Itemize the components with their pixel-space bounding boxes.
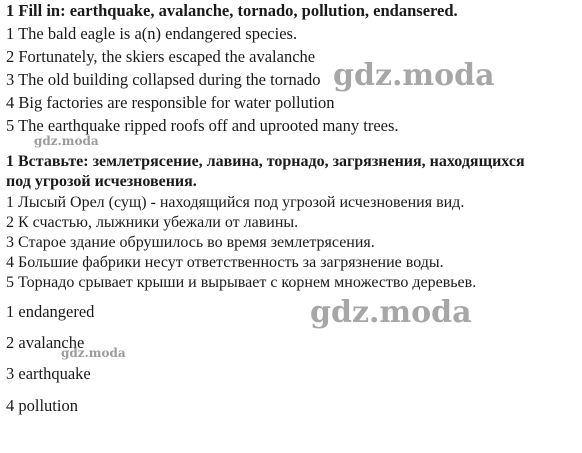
- sentence-ru-2: 2 К счастью, лыжники убежали от лавины.: [6, 214, 299, 231]
- sentence-ru-3: 3 Старое здание обрушилось во время землетрясения.: [6, 234, 375, 251]
- watermark-large-top: gdz.moda: [333, 58, 495, 93]
- task-heading-en: 1 Fill in: earthquake, avalanche, tornado, pollution, endansered.: [6, 1, 458, 20]
- task-heading-ru-line2: под угрозой исчезновения.: [6, 173, 197, 190]
- answer-2: 2 avalanche: [6, 333, 85, 352]
- sentence-en-4: 4 Big factories are responsible for water pollution: [6, 93, 335, 112]
- sentence-en-3: 3 The old building collapsed during the tornado: [6, 70, 321, 89]
- watermark-small-top: gdz.moda: [34, 134, 99, 148]
- sentence-en-5: 5 The earthquake ripped roofs off and uprooted many trees.: [6, 116, 399, 135]
- answer-3: 3 earthquake: [6, 364, 91, 383]
- watermark-large-bottom: gdz.moda: [310, 295, 472, 330]
- sentence-en-1: 1 The bald eagle is a(n) endangered species.: [6, 24, 298, 43]
- watermark-small-bottom: gdz.moda: [61, 346, 126, 360]
- sentence-ru-4: 4 Большие фабрики несут ответственность за загрязнение воды.: [6, 254, 444, 271]
- answer-4: 4 pollution: [6, 396, 78, 415]
- sentence-ru-5: 5 Торнадо срывает крыши и вырывает с корнем множество деревьев.: [6, 274, 477, 291]
- answer-1: 1 endangered: [6, 302, 95, 321]
- task-heading-ru-line1: 1 Вставьте: землетрясение, лавина, торнадо, загрязнения, находящихся: [6, 153, 525, 170]
- sentence-en-2: 2 Fortunately, the skiers escaped the avalanche: [6, 47, 316, 66]
- sentence-ru-1: 1 Лысый Орел (сущ) - находящийся под угрозой исчезновения вид.: [6, 194, 465, 211]
